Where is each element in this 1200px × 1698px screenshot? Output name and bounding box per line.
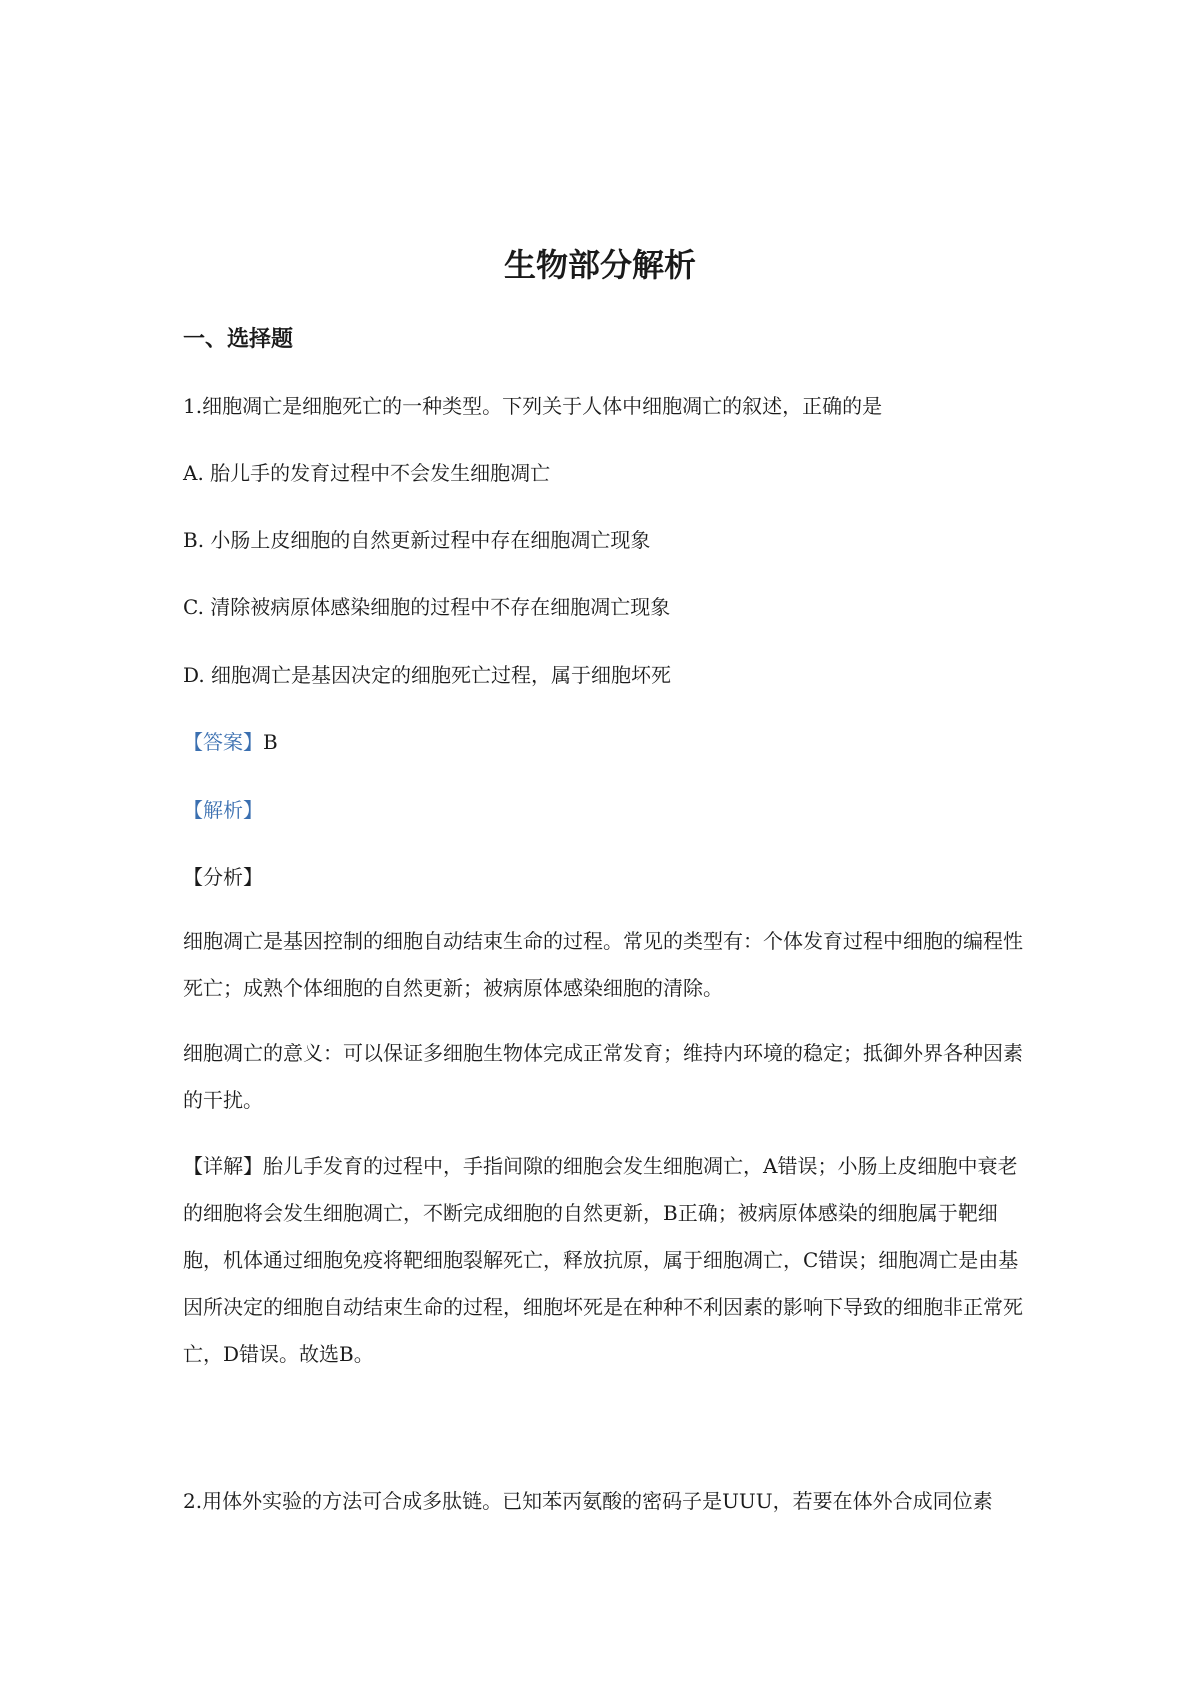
- fenxi-paragraph-1: 细胞凋亡是基因控制的细胞自动结束生命的过程。常见的类型有：个体发育过程中细胞的编程性死亡；成熟个体细胞的自然更新；被病原体感染细胞的清除。: [183, 929, 1023, 1000]
- page-title: 生物部分解析: [503, 246, 696, 284]
- option-b: B. 小肠上皮细胞的自然更新过程中存在细胞凋亡现象: [183, 528, 651, 552]
- option-d: D. 细胞凋亡是基因决定的细胞死亡过程，属于细胞坏死: [183, 663, 672, 687]
- detail-paragraph: [183, 1143, 1023, 1378]
- question-1-stem: 1.细胞凋亡是细胞死亡的一种类型。下列关于人体中细胞凋亡的叙述，正确的是: [183, 394, 883, 418]
- fenxi-paragraph-2: 细胞凋亡的意义：可以保证多细胞生物体完成正常发育；维持内环境的稳定；抵御外界各种因素的干扰。: [183, 1041, 1023, 1112]
- detail-text: 胎儿手发育的过程中，手指间隙的细胞会发生细胞凋亡，A错误；小肠上皮细胞中衰老的细胞将会发生细胞凋亡，不断完成细胞的自然更新，B正确；被病原体感染的细胞属于靶细胞，机体通过细胞免疫将靶细胞裂解死亡，释放抗原，属于细胞凋亡，C错误；细胞凋亡是由基因所决定的细胞自动结束生命的过程，细胞坏死是在种种不利因素的影响下导致的细胞非正常死亡，D错误。故选B。: [183, 1154, 1023, 1366]
- option-c: C. 清除被病原体感染细胞的过程中不存在细胞凋亡现象: [183, 595, 671, 619]
- section-heading: 一、选择题: [183, 326, 294, 352]
- fenxi-tag: 【分析】: [183, 865, 263, 889]
- answer-value: B: [263, 730, 278, 754]
- answer-tag: 【答案】: [183, 730, 263, 754]
- question-2-stem: 2.用体外实验的方法可合成多肽链。已知苯丙氨酸的密码子是UUU，若要在体外合成同位素: [183, 1489, 993, 1513]
- option-a: A. 胎儿手的发育过程中不会发生细胞凋亡: [183, 461, 551, 485]
- analysis-tag: 【解析】: [183, 798, 263, 822]
- answer-line: [183, 726, 278, 755]
- detail-tag: 【详解】: [183, 1154, 263, 1178]
